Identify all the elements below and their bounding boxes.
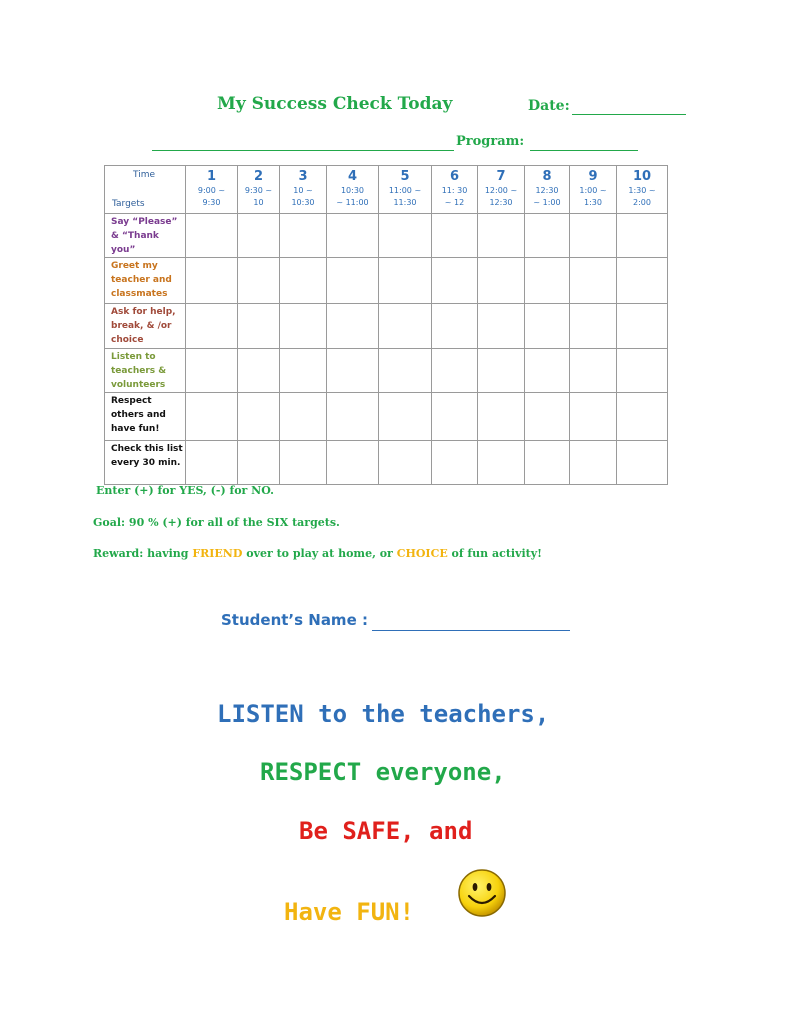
check-cell[interactable]: [525, 393, 570, 441]
page-title: My Success Check Today: [217, 94, 453, 114]
slot-number: 6: [449, 169, 460, 184]
check-cell[interactable]: [186, 349, 238, 393]
slot-time-end: 11:30: [393, 198, 417, 207]
check-cell[interactable]: [570, 214, 617, 258]
slot-time-end: 10:30: [291, 198, 315, 207]
check-cell[interactable]: [280, 349, 327, 393]
reward-suffix: of fun activity!: [447, 547, 542, 560]
check-cell[interactable]: [432, 304, 478, 349]
time-slot-header: [478, 166, 525, 214]
slot-time-end: 2:00: [633, 198, 651, 207]
slot-number: 2: [253, 169, 264, 184]
table-header-row: [105, 166, 668, 214]
target-label-line: others and: [111, 410, 166, 420]
success-check-table: [104, 165, 668, 485]
time-slot-header: [280, 166, 327, 214]
slot-time-end: 10: [253, 198, 264, 207]
check-cell[interactable]: [478, 349, 525, 393]
slot-time-start: 11: 30: [441, 186, 468, 195]
check-cell[interactable]: [478, 214, 525, 258]
target-label-line: choice: [111, 335, 144, 345]
target-label-cell: [105, 258, 186, 304]
program-field-line[interactable]: [530, 150, 638, 151]
date-field-line[interactable]: [572, 114, 686, 115]
check-cell[interactable]: [186, 214, 238, 258]
target-label-line: teachers &: [111, 366, 167, 376]
check-cell[interactable]: [570, 304, 617, 349]
rule-safe: Be SAFE, and: [299, 817, 473, 845]
target-label-line: classmates: [111, 289, 168, 299]
slot-time-start: 9:00 ~: [197, 186, 226, 195]
target-label-line: break, & /or: [111, 321, 172, 331]
check-cell[interactable]: [570, 258, 617, 304]
slot-number: 3: [298, 169, 308, 184]
check-cell[interactable]: [570, 393, 617, 441]
target-label-line: & “Thank: [111, 231, 159, 241]
target-label-cell: [105, 304, 186, 349]
check-cell[interactable]: [525, 349, 570, 393]
slot-time-end: 9:30: [202, 198, 221, 207]
check-cell[interactable]: [238, 393, 280, 441]
reward-text: [93, 547, 542, 560]
rule-respect: RESPECT everyone,: [260, 758, 506, 786]
check-cell[interactable]: [432, 441, 478, 485]
check-cell[interactable]: [327, 304, 379, 349]
check-cell[interactable]: [379, 441, 432, 485]
check-cell[interactable]: [617, 349, 668, 393]
target-label-line: volunteers: [111, 380, 166, 390]
time-slot-header: [379, 166, 432, 214]
target-label-line: Respect: [111, 396, 152, 406]
check-cell[interactable]: [238, 304, 280, 349]
goal-text: Goal: 90 % (+) for all of the SIX targets.: [93, 516, 340, 529]
target-label-line: Check this list: [111, 444, 183, 454]
slot-time-end: ~ 11:00: [336, 198, 369, 207]
time-label: Time: [133, 170, 156, 180]
check-cell[interactable]: [379, 304, 432, 349]
check-cell[interactable]: [238, 258, 280, 304]
check-cell[interactable]: [478, 441, 525, 485]
check-cell[interactable]: [379, 393, 432, 441]
check-cell[interactable]: [617, 441, 668, 485]
slot-time-end: 12:30: [489, 198, 513, 207]
time-slot-header: [617, 166, 668, 214]
slot-time-start: 12:00 ~: [484, 186, 518, 195]
time-slot-header: [570, 166, 617, 214]
check-cell[interactable]: [525, 258, 570, 304]
check-cell[interactable]: [280, 441, 327, 485]
title-row: [0, 92, 791, 122]
reward-middle: over to play at home, or: [242, 547, 397, 560]
target-label-line: you”: [111, 245, 136, 255]
header-corner-cell: [105, 166, 186, 214]
table-row: [105, 258, 668, 304]
time-slot-header: [525, 166, 570, 214]
slot-time-end: 1:30: [584, 198, 602, 207]
check-cell[interactable]: [327, 393, 379, 441]
target-label-line: Say “Please”: [111, 217, 178, 227]
check-cell[interactable]: [238, 214, 280, 258]
slot-time-start: 1:00 ~: [579, 186, 607, 195]
slot-time-start: 12:30: [535, 186, 559, 195]
slot-time-start: 10:30: [340, 186, 365, 195]
check-cell[interactable]: [617, 304, 668, 349]
program-label: Program:: [456, 134, 525, 149]
check-cell[interactable]: [238, 441, 280, 485]
check-cell[interactable]: [379, 258, 432, 304]
target-label-line: Listen to: [111, 352, 156, 362]
slot-number: 5: [400, 169, 410, 184]
check-cell[interactable]: [432, 349, 478, 393]
check-cell[interactable]: [478, 258, 525, 304]
table-body: [105, 214, 668, 485]
check-cell[interactable]: [280, 258, 327, 304]
check-cell[interactable]: [379, 214, 432, 258]
slot-time-end: ~ 12: [444, 198, 465, 207]
check-cell[interactable]: [327, 258, 379, 304]
reward-friend: FRIEND: [192, 547, 243, 560]
slot-time-start: 9:30 ~: [244, 186, 273, 195]
check-cell[interactable]: [432, 258, 478, 304]
check-cell[interactable]: [327, 349, 379, 393]
target-label-line: have fun!: [111, 424, 160, 434]
check-cell[interactable]: [280, 304, 327, 349]
check-cell[interactable]: [478, 304, 525, 349]
enter-instruction: Enter (+) for YES, (-) for NO.: [96, 484, 275, 497]
target-label-cell: [105, 441, 186, 485]
table-row: [105, 304, 668, 349]
target-label-line: every 30 min.: [111, 458, 181, 468]
check-cell[interactable]: [238, 349, 280, 393]
check-cell[interactable]: [327, 214, 379, 258]
reward-choice: CHOICE: [396, 547, 448, 560]
check-cell[interactable]: [327, 441, 379, 485]
time-slot-header: [327, 166, 379, 214]
student-name-label: Student’s Name :: [221, 611, 368, 629]
check-cell[interactable]: [280, 214, 327, 258]
check-cell[interactable]: [570, 441, 617, 485]
check-cell[interactable]: [478, 393, 525, 441]
target-label-line: Ask for help,: [111, 307, 176, 317]
date-label: Date:: [528, 98, 570, 114]
check-cell[interactable]: [280, 393, 327, 441]
time-slot-header: [186, 166, 238, 214]
table-row: [105, 393, 668, 441]
table-row: [105, 441, 668, 485]
slot-time-start: 11:00 ~: [388, 186, 422, 195]
target-label-cell: [105, 393, 186, 441]
slot-number: 8: [542, 169, 552, 184]
slot-time-end: ~ 1:00: [533, 198, 561, 207]
slot-number: 7: [496, 169, 506, 184]
check-cell[interactable]: [379, 349, 432, 393]
check-cell[interactable]: [186, 393, 238, 441]
slot-number: 10: [632, 169, 652, 184]
slot-number: 1: [206, 169, 217, 184]
check-cell[interactable]: [525, 441, 570, 485]
check-cell[interactable]: [570, 349, 617, 393]
target-label-cell: [105, 349, 186, 393]
rule-fun: Have FUN!: [284, 898, 415, 926]
student-name-field-line[interactable]: [372, 630, 570, 631]
target-label-line: Greet my: [111, 261, 158, 271]
table-row: [105, 349, 668, 393]
check-cell[interactable]: [617, 214, 668, 258]
slot-time-start: 1:30 ~: [628, 186, 656, 195]
check-cell[interactable]: [525, 304, 570, 349]
slot-time-start: 10 ~: [293, 186, 313, 195]
target-label-line: teacher and: [111, 275, 172, 285]
check-cell[interactable]: [617, 393, 668, 441]
check-cell[interactable]: [432, 214, 478, 258]
targets-label: Targets: [112, 199, 145, 209]
slot-number: 4: [347, 169, 358, 184]
rule-listen: LISTEN to the teachers,: [217, 700, 550, 728]
check-cell[interactable]: [432, 393, 478, 441]
check-cell[interactable]: [186, 441, 238, 485]
smiley-face-icon: [457, 868, 507, 918]
target-label-cell: [105, 214, 186, 258]
time-slot-header: [238, 166, 280, 214]
check-cell[interactable]: [617, 258, 668, 304]
time-slot-header: [432, 166, 478, 214]
check-cell[interactable]: [186, 258, 238, 304]
slot-number: 9: [588, 169, 598, 184]
table-row: [105, 214, 668, 258]
reward-prefix: Reward: having: [93, 547, 193, 560]
name-field-line[interactable]: [152, 150, 454, 151]
check-cell[interactable]: [525, 214, 570, 258]
check-cell[interactable]: [186, 304, 238, 349]
